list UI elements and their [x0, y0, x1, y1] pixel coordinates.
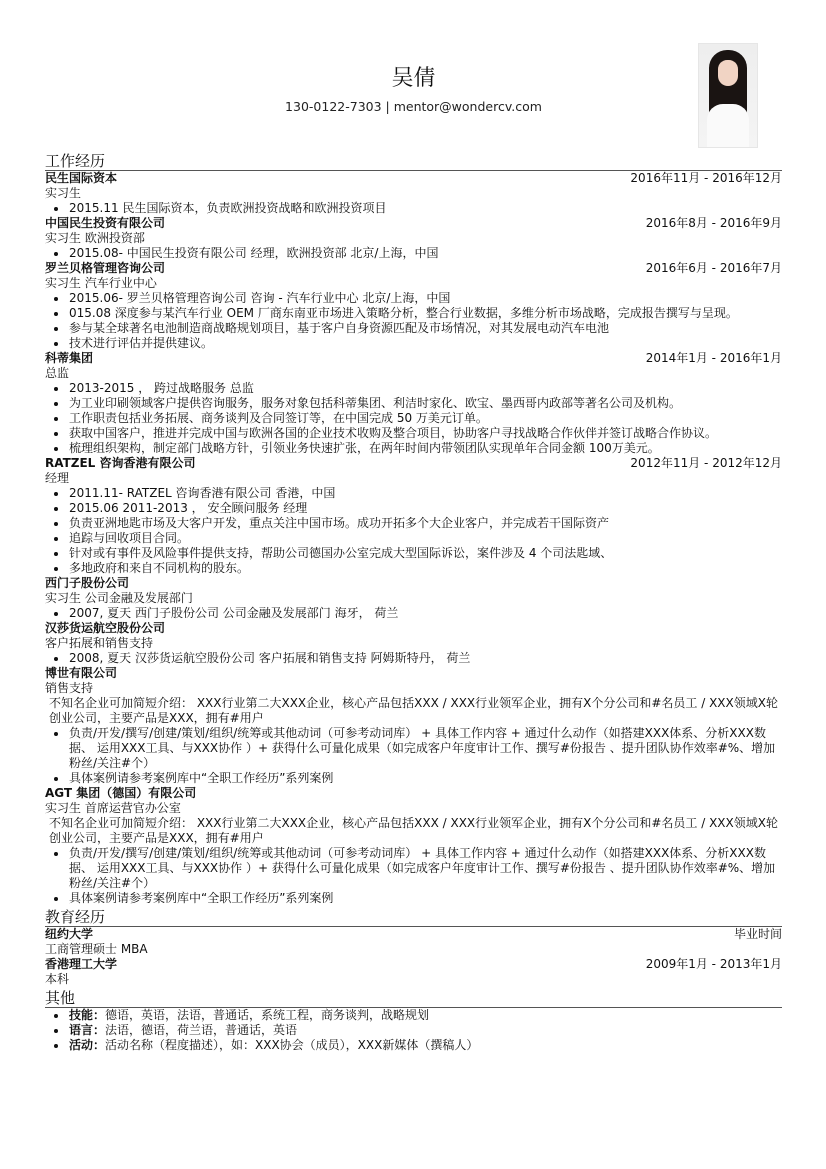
- bullet-item: 2008, 夏天 汉莎货运航空股份公司 客户拓展和销售支持 阿姆斯特丹， 荷兰: [69, 651, 782, 666]
- bullet-item: 2015.08- 中国民生投资有限公司 经理，欧洲投资部 北京/上海，中国: [69, 246, 782, 261]
- photo-face: [718, 60, 738, 86]
- company-name: 汉莎货运航空股份公司: [45, 621, 166, 635]
- bullet-item: 参与某全球著名电池制造商战略规划项目，基于客户自身资源匹配及市场情况，对其发展电动汽车电池: [69, 321, 782, 336]
- bullet-item: 梳理组织架构，制定部门战略方针，引领业务快速扩张，在两年时间内带领团队实现单年合同金额 100万美元。: [69, 441, 782, 456]
- item-value: 活动名称（程度描述），如：XXX协会（成员），XXX新媒体（撰稿人）: [105, 1038, 479, 1052]
- section-title-other: 其他: [45, 989, 782, 1008]
- role: 实习生 公司金融及发展部门: [45, 591, 193, 605]
- other-list: [45, 1008, 782, 1053]
- role: 实习生 汽车行业中心: [45, 276, 157, 290]
- date-range: 2014年1月 - 2016年1月: [645, 351, 782, 365]
- role: 经理: [45, 471, 70, 485]
- other-item-skills: [69, 1008, 782, 1023]
- education-entry: [45, 957, 782, 987]
- item-label: 技能：: [69, 1008, 106, 1022]
- bullet-item: 具体案例请参考案例库中“全职工作经历”系列案例: [69, 891, 782, 906]
- work-entry: [45, 171, 782, 216]
- date-range: 2016年8月 - 2016年9月: [645, 216, 782, 230]
- other-section: [45, 989, 782, 1053]
- role: 销售支持: [45, 681, 94, 695]
- work-entry: [45, 621, 782, 666]
- education-section: [45, 908, 782, 987]
- date-range: 2009年1月 - 2013年1月: [645, 957, 782, 971]
- bullet-item: 负责/开发/撰写/创建/策划/组织/统筹或其他动词（可参考动词库） + 具体工作内容 + 通过什么动作（如搭建XXX体系、分析XXX数据、 运用XXX工具、与XXX协作 ）+ 获得什么可量化成果（如完成客户年度审计工作、撰写#份报告 、提升团队协作效率#%、增加粉丝/关注#个）: [69, 846, 782, 891]
- company-name: 博世有限公司: [45, 666, 118, 680]
- other-item-activities: [69, 1038, 782, 1053]
- item-label: 语言：: [69, 1023, 106, 1037]
- bullet-item: 多地政府和来自不同机构的股东。: [69, 561, 782, 576]
- company-name: RATZEL 咨询香港有限公司: [45, 456, 196, 470]
- bullet-list: [45, 651, 782, 666]
- role: 实习生 欧洲投资部: [45, 231, 145, 245]
- bullet-item: 工作职责包括业务拓展、商务谈判及合同签订等，在中国完成 50 万美元订单。: [69, 411, 782, 426]
- company-name: AGT 集团（德国）有限公司: [45, 786, 197, 800]
- bullet-list: [45, 201, 782, 216]
- school-name: 纽约大学: [45, 927, 94, 941]
- bullet-item: 2015.11 民生国际资本，负责欧洲投资战略和欧洲投资项目: [69, 201, 782, 216]
- bullet-item: 具体案例请参考案例库中“全职工作经历”系列案例: [69, 771, 782, 786]
- work-entry: [45, 351, 782, 456]
- company-name: 罗兰贝格管理咨询公司: [45, 261, 166, 275]
- bullet-list: [45, 846, 782, 906]
- company-name: 民生国际资本: [45, 171, 118, 185]
- profile-photo: [698, 43, 758, 148]
- date-range: 2012年11月 - 2012年12月: [630, 456, 782, 470]
- bullet-item: 2013-2015 ， 跨过战略服务 总监: [69, 381, 782, 396]
- section-title-work: 工作经历: [45, 152, 782, 171]
- bullet-item: 2011.11- RATZEL 咨询香港有限公司 香港，中国: [69, 486, 782, 501]
- company-name: 中国民生投资有限公司: [45, 216, 166, 230]
- bullet-item: 2015.06 2011-2013 ， 安全顾问服务 经理: [69, 501, 782, 516]
- company-name: 科蒂集团: [45, 351, 94, 365]
- role: 实习生 首席运营官办公室: [45, 801, 181, 815]
- bullet-list: [45, 486, 782, 576]
- date-range: 毕业时间: [733, 927, 782, 941]
- item-value: 法语，德语，荷兰语，普通话，英语: [105, 1023, 298, 1037]
- item-label: 活动：: [69, 1038, 106, 1052]
- bullet-item: 追踪与回收项目合同。: [69, 531, 782, 546]
- work-entry: [45, 216, 782, 261]
- bullet-item: 为工业印刷领域客户提供咨询服务，服务对象包括科蒂集团、利洁时家化、欧宝、墨西哥内政部等著名公司及机构。: [69, 396, 782, 411]
- bullet-item: 针对或有事件及风险事件提供支持，帮助公司德国办公室完成大型国际诉讼，案件涉及 4 个司法匙域、: [69, 546, 782, 561]
- bullet-item: 负责/开发/撰写/创建/策划/组织/统筹或其他动词（可参考动词库） + 具体工作内容 + 通过什么动作（如搭建XXX体系、分析XXX数据、 运用XXX工具、与XXX协作 ）+ 获得什么可量化成果（如完成客户年度审计工作、撰写#份报告 、提升团队协作效率#%、增加粉丝/关注#个）: [69, 726, 782, 771]
- school-name: 香港理工大学: [45, 957, 118, 971]
- contact-info: 130-0122-7303 | mentor@wondercv.com: [285, 99, 542, 114]
- bullet-list: [45, 291, 782, 351]
- bullet-list: [45, 381, 782, 456]
- degree: 本科: [45, 972, 70, 986]
- date-range: 2016年6月 - 2016年7月: [645, 261, 782, 275]
- role: 实习生: [45, 186, 82, 200]
- work-entry: [45, 456, 782, 576]
- role: 客户拓展和销售支持: [45, 636, 154, 650]
- work-experience-section: [45, 152, 782, 906]
- section-title-education: 教育经历: [45, 908, 782, 927]
- bullet-item: 2015.06- 罗兰贝格管理咨询公司 咨询 - 汽车行业中心 北京/上海，中国: [69, 291, 782, 306]
- bullet-item: 负责亚洲地匙市场及大客户开发，重点关注中国市场。成功开拓多个大企业客户，并完成若干国际资产: [69, 516, 782, 531]
- work-entry: [45, 576, 782, 621]
- company-intro: 不知名企业可加简短介绍： XXX行业第二大XXX企业，核心产品包括XXX / XXX行业领军企业，拥有X个分公司和#名员工 / XXX领域X轮创业公司，主要产品是XXX，拥有#用户: [49, 816, 778, 845]
- candidate-name: 吴倩: [391, 66, 436, 91]
- bullet-item: 2007, 夏天 西门子股份公司 公司金融及发展部门 海牙， 荷兰: [69, 606, 782, 621]
- bullet-list: [45, 726, 782, 786]
- bullet-item: 技术进行评估并提供建议。: [69, 336, 782, 351]
- bullet-item: 获取中国客户，推进并完成中国与欧洲各国的企业技术收购及整合项目，协助客户寻找战略合作伙伴并签订战略合作协议。: [69, 426, 782, 441]
- item-value: 德语，英语，法语，普通话，系统工程，商务谈判，战略规划: [105, 1008, 430, 1022]
- other-item-languages: [69, 1023, 782, 1038]
- photo-body: [707, 104, 749, 148]
- degree: 工商管理硕士 MBA: [45, 942, 148, 956]
- education-entry: [45, 927, 782, 957]
- role: 总监: [45, 366, 70, 380]
- date-range: 2016年11月 - 2016年12月: [630, 171, 782, 185]
- work-entry: [45, 786, 782, 906]
- resume-page: [45, 0, 782, 1053]
- company-intro: 不知名企业可加简短介绍： XXX行业第二大XXX企业，核心产品包括XXX / XXX行业领军企业，拥有X个分公司和#名员工 / XXX领域X轮创业公司，主要产品是XXX，拥有#用户: [49, 696, 778, 725]
- resume-header: [45, 0, 782, 150]
- work-entry: [45, 261, 782, 351]
- work-entry: [45, 666, 782, 786]
- bullet-item: 015.08 深度参与某汽车行业 OEM 厂商东南亚市场进入策略分析，整合行业数据，多维分析市场战略，完成报告撰写与呈现。: [69, 306, 782, 321]
- company-name: 西门子股份公司: [45, 576, 130, 590]
- bullet-list: [45, 606, 782, 621]
- bullet-list: [45, 246, 782, 261]
